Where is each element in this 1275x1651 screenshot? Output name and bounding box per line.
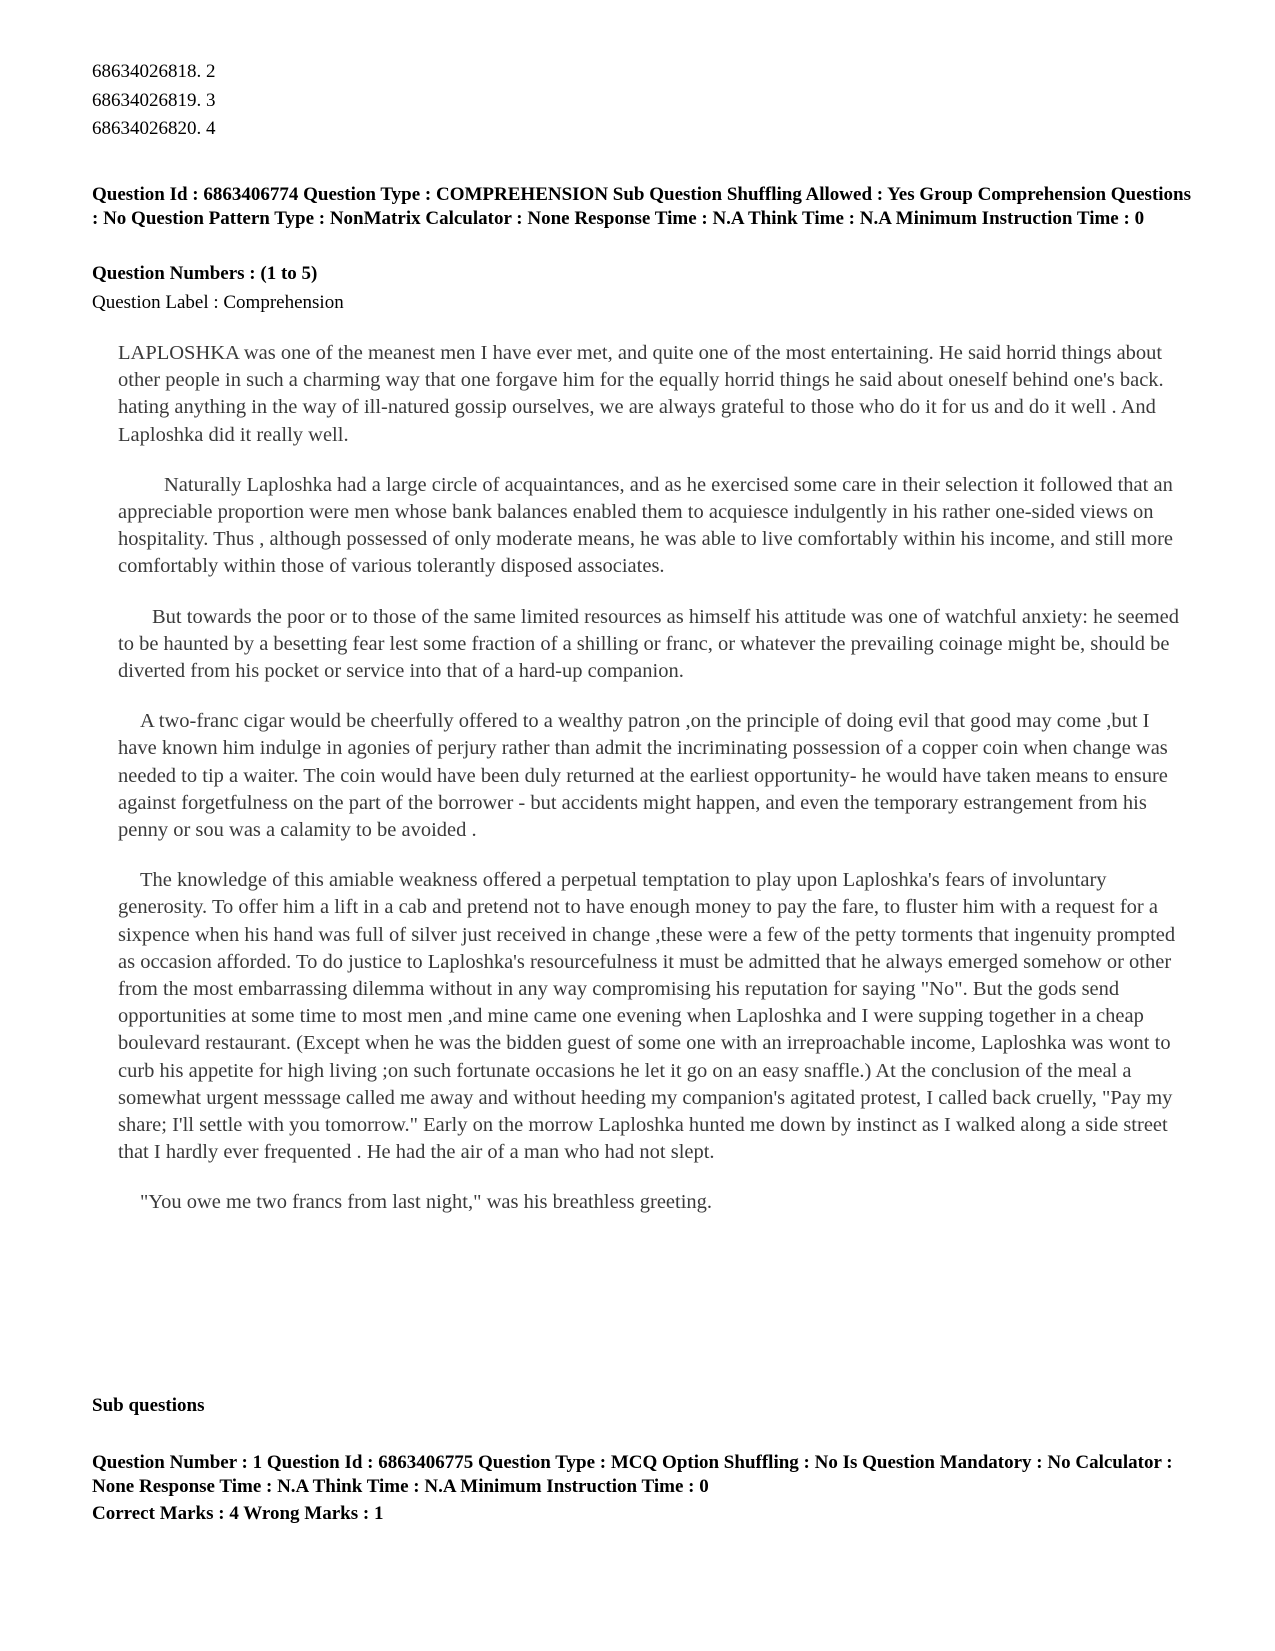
question-label: Question Label : Comprehension — [92, 292, 344, 313]
passage-paragraph-4: A two-franc cigar would be cheerfully offered to a wealthy patron ,on the principle of doing evil that good may come ,but I have known him indulge in agonies of perjury rather than admit the incriminating possession of a copper coin when change was needed to tip a waiter. The coin would have been duly returned at the earliest opportunity- he would have taken means to ensure against forgetfulness on the part of the borrower - but accidents might happen, and even the temporary estrangement from his penny or sou was a calamity to be avoided . — [118, 710, 1168, 842]
passage-paragraph-6: "You owe me two francs from last night," was his breathless greeting. — [140, 1191, 713, 1214]
marks-info: Correct Marks : 4 Wrong Marks : 1 — [92, 1503, 384, 1524]
option-2: 68634026818. 2 — [92, 61, 216, 82]
passage-paragraph-3: But towards the poor or to those of the same limited resources as himself his attitude was one of watchful anxiety: he seemed to be haunted by a besetting fear lest some fraction of a shilling or franc, or whatever the prevailing coinage might be, should be diverted from his pocket or service into that of a hard-up companion. — [118, 605, 1180, 683]
sub-question-meta: Question Number : 1 Question Id : 6863406775 Question Type : MCQ Option Shuffling : No Is Question Mandatory : No Calculator : None Response Time : N.A Think Time : N.A Minimum Instruction Time : 0 — [92, 1452, 1173, 1497]
question-meta: Question Id : 6863406774 Question Type : COMPREHENSION Sub Question Shuffling Allowed : Yes Group Comprehension Questions : No Question Pattern Type : NonMatrix Calculator : None Response Time : N.A Think Time : N.A Minimum Instruction Time : 0 — [92, 184, 1192, 229]
comprehension-passage — [118, 340, 1188, 1240]
passage-paragraph-1: LAPLOSHKA was one of the meanest men I have ever met, and quite one of the most entertaining. He said horrid things about other people in such a charming way that one forgave him for the equally horrid things he said about oneself behind one's back. hating anything in the way of ill-natured gossip ourselves, we are always grateful to those who do it for us and do it well . And Laploshka did it really well. — [118, 342, 1164, 446]
question-numbers: Question Numbers : (1 to 5) — [92, 263, 318, 284]
passage-paragraph-5: The knowledge of this amiable weakness offered a perpetual temptation to play upon Laploshka's fears of involuntary generosity. To offer him a lift in a cab and pretend not to have enough money to pay the fare, to fluster him with a request for a sixpence when his hand was full of silver just received in change ,these were a few of the petty torments that ingenuity prompted as occasion afforded. To do justice to Laploshka's resourcefulness it must be admitted that he always emerged somehow or other from the most embarrassing dilemma without in any way compromising his reputation for saying "No". But the gods send opportunities at some time to most men ,and mine came one evening when Laploshka and I were supping together in a cheap boulevard restaurant. (Except when he was the bidden guest of some one with an irreproachable income, Laploshka was wont to curb his appetite for high living ;on such fortunate occasions he let it go on an easy snaffle.) At the conclusion of the meal a somewhat urgent messsage called me away and without heeding my companion's agitated protest, I called back cruelly, "Pay my share; I'll settle with you tomorrow." Early on the morrow Laploshka hunted me down by instinct as I walked along a side street that I hardly ever frequented . He had the air of a man who had not slept. — [118, 869, 1176, 1164]
answer-options — [92, 58, 216, 144]
option-4: 68634026820. 4 — [92, 118, 216, 139]
passage-paragraph-2: Naturally Laploshka had a large circle of acquaintances, and as he exercised some care in their selection it followed that an appreciable proportion were men whose bank balances enabled them to acquiesce indulgently in his rather one-sided views on hospitality. Thus , although possessed of only moderate means, he was able to live comfortably within his income, and still more comfortably within those of various tolerantly disposed associates. — [118, 473, 1173, 578]
option-3: 68634026819. 3 — [92, 89, 216, 111]
sub-questions-heading: Sub questions — [92, 1395, 205, 1416]
